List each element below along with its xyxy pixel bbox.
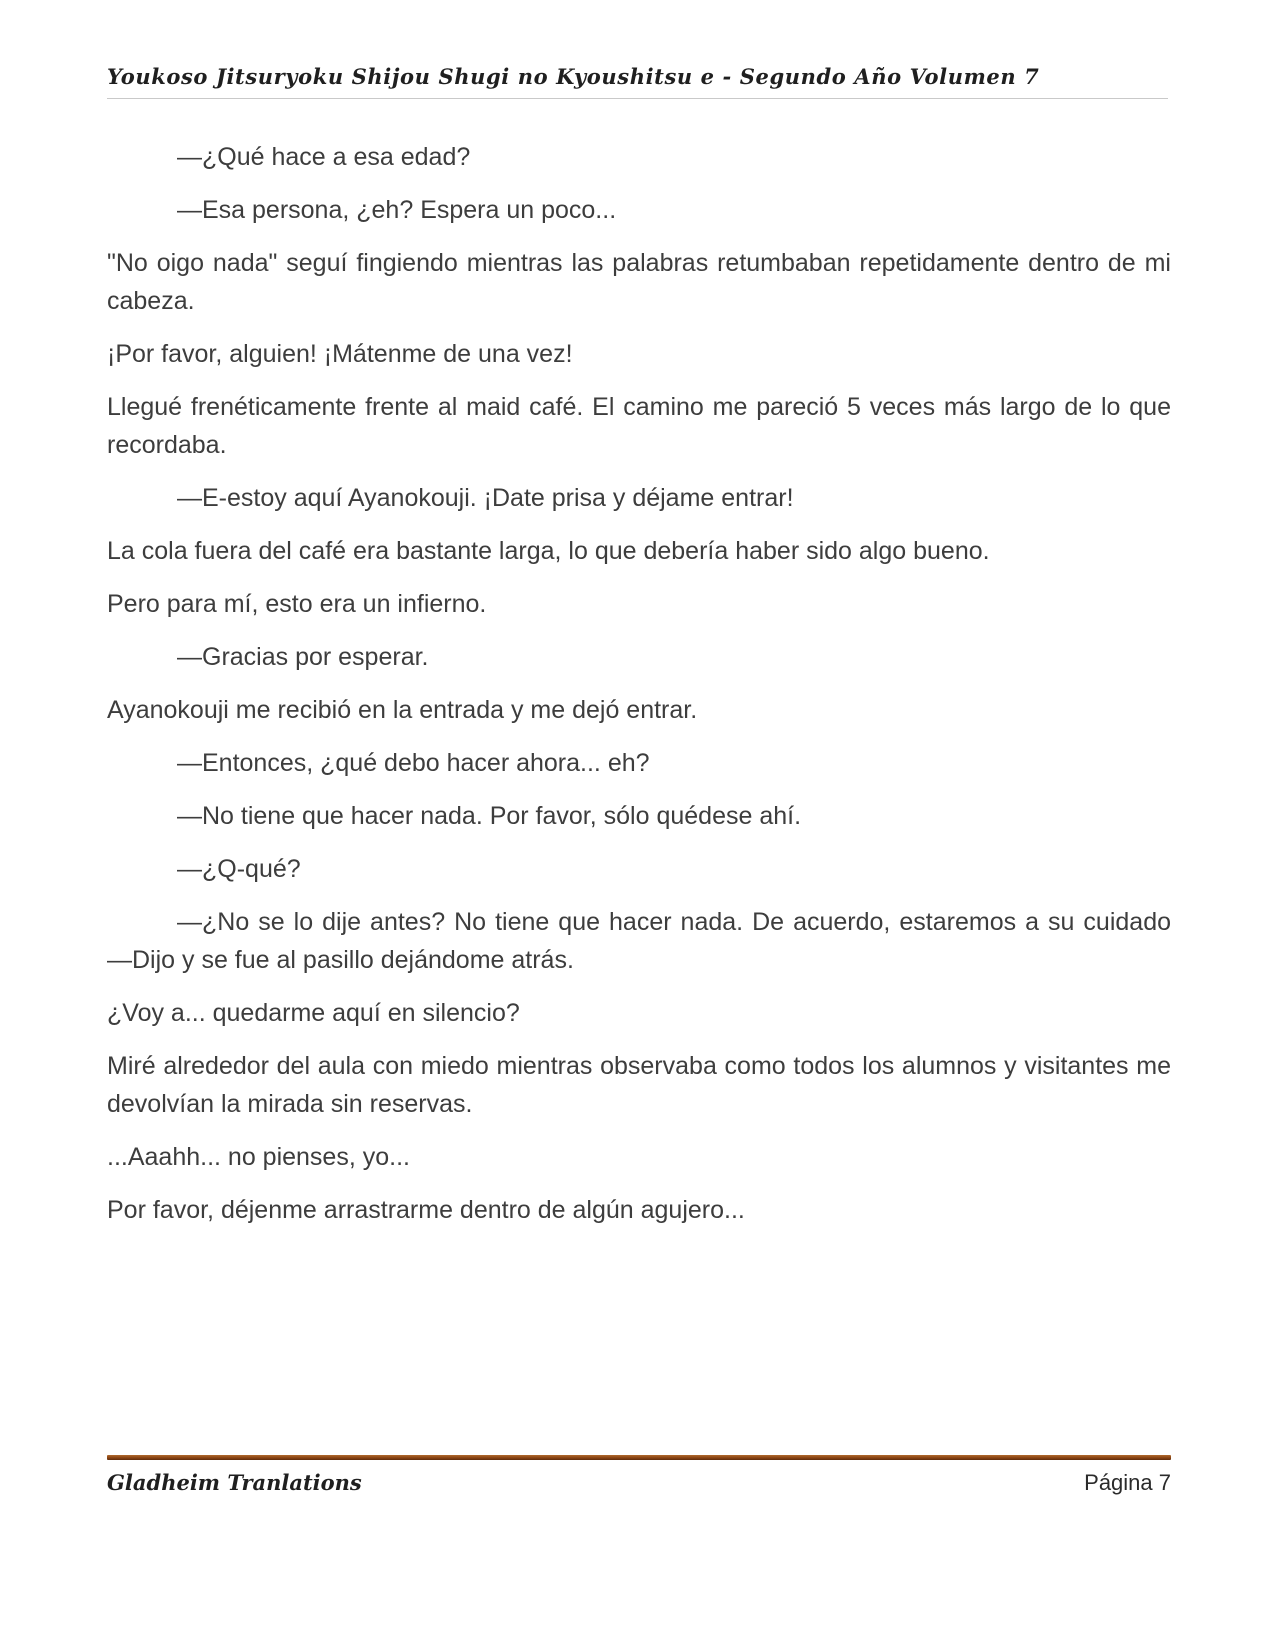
paragraph: Ayanokouji me recibió en la entrada y me dejó entrar. — [107, 696, 698, 724]
paragraph: —E-estoy aquí Ayanokouji. ¡Date prisa y déjame entrar! — [177, 484, 794, 512]
paragraph: —Esa persona, ¿eh? Espera un poco... — [177, 196, 617, 224]
footer-translator-credit: Gladheim Tranlations — [107, 1470, 362, 1495]
paragraph: —¿Q-qué? — [177, 855, 301, 883]
paragraph: "No oigo nada" seguí fingiendo mientras las palabras retumbaban repetidamente dentro de mi cabeza. — [107, 249, 1171, 315]
paragraph: Pero para mí, esto era un infierno. — [107, 590, 487, 618]
paragraph: —¿Qué hace a esa edad? — [177, 143, 471, 171]
paragraph: —Gracias por esperar. — [177, 643, 429, 671]
footer-page-number: Página 7 — [1084, 1470, 1171, 1495]
paragraph: Por favor, déjenme arrastrarme dentro de algún agujero... — [107, 1196, 745, 1224]
paragraph: ¡Por favor, alguien! ¡Mátenme de una vez! — [107, 340, 573, 368]
paragraph: Miré alrededor del aula con miedo mientras observaba como todos los alumnos y visitantes me devolvían la mirada sin reservas. — [107, 1052, 1171, 1118]
page-header — [107, 64, 1168, 99]
header-title: Youkoso Jitsuryoku Shijou Shugi no Kyoushitsu e - Segundo Año Volumen 7 — [107, 64, 1040, 89]
paragraph: ...Aaahh... no pienses, yo... — [107, 1143, 410, 1171]
paragraph: —No tiene que hacer nada. Por favor, sólo quédese ahí. — [177, 802, 802, 830]
paragraph: Llegué frenéticamente frente al maid café. El camino me pareció 5 veces más largo de lo que recordaba. — [107, 393, 1171, 459]
footer-row — [107, 1470, 1171, 1496]
footer-rule — [107, 1455, 1171, 1460]
header-rule — [107, 98, 1168, 99]
paragraph: ¿Voy a... quedarme aquí en silencio? — [107, 999, 520, 1027]
body-text — [107, 138, 1171, 1244]
paragraph: —¿No se lo dije antes? No tiene que hacer nada. De acuerdo, estaremos a su cuidado —Dijo y se fue al pasillo dejándome atrás. — [107, 908, 1171, 974]
page-footer — [107, 1455, 1171, 1496]
paragraph: —Entonces, ¿qué debo hacer ahora... eh? — [177, 749, 650, 777]
paragraph: La cola fuera del café era bastante larga, lo que debería haber sido algo bueno. — [107, 537, 990, 565]
